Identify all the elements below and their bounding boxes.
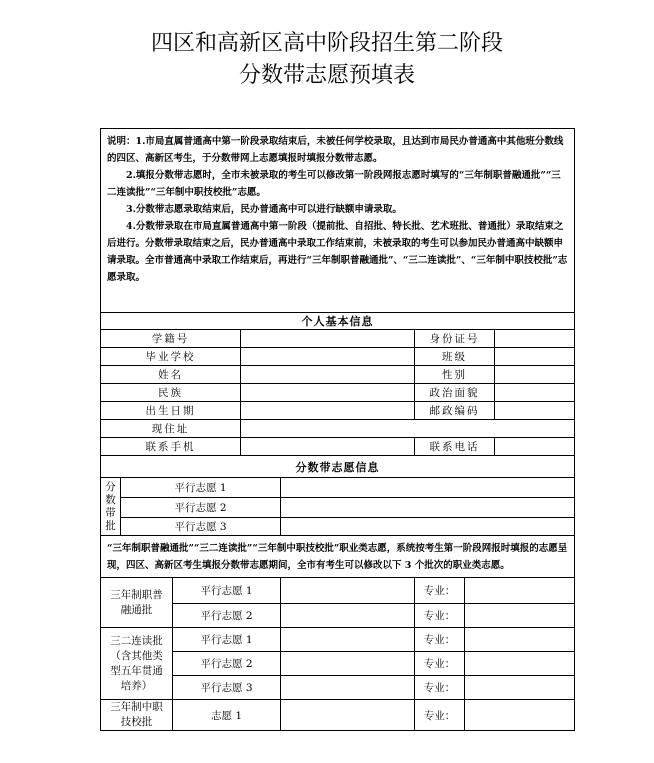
id-number-field[interactable] bbox=[495, 330, 575, 348]
gender-label: 性别 bbox=[415, 366, 495, 384]
batch1-choice-2-major-field[interactable] bbox=[465, 604, 575, 628]
batch1-choice-2-major-label: 专业： bbox=[415, 604, 465, 628]
name-label: 姓名 bbox=[101, 366, 241, 384]
student-id-field[interactable] bbox=[241, 330, 415, 348]
batch2-choice-3-label: 平行志愿 3 bbox=[173, 676, 281, 700]
score-band-header: 分数带志愿信息 bbox=[101, 456, 575, 478]
batch-three-two-label: 三二连读批 （含其他类 型五年贯通 培养） bbox=[101, 628, 173, 700]
score-band-side-label: 分 数 带 批 bbox=[101, 478, 121, 536]
batch-vocational-general-label: 三年制职普 融通批 bbox=[101, 578, 173, 628]
batch2-choice-3-field[interactable] bbox=[281, 676, 415, 700]
batch3-choice-1-major-field[interactable] bbox=[465, 700, 575, 731]
batch1-choice-1-field[interactable] bbox=[281, 578, 415, 604]
batch2-choice-2-major-label: 专业： bbox=[415, 652, 465, 676]
score-band-choice-3-label: 平行志愿 3 bbox=[121, 518, 281, 536]
batch2-choice-2-label: 平行志愿 2 bbox=[173, 652, 281, 676]
gender-field[interactable] bbox=[495, 366, 575, 384]
batch2-choice-1-label: 平行志愿 1 bbox=[173, 628, 281, 652]
batch-vocational-school-label: 三年制中职 技校批 bbox=[101, 700, 173, 731]
phone-label: 联系手机 bbox=[101, 438, 241, 456]
instructions-box bbox=[101, 129, 575, 313]
student-id-label: 学籍号 bbox=[101, 330, 241, 348]
vocational-note: “三年制职普融通批”“三二连读批”“三年制中职技校批”职业类志愿，系统按考生第一阶段网报时填报的志愿呈现，四区、高新区考生填报分数带志愿期间，全市有考生可以修改以下 3 个批次的职业类志愿。 bbox=[101, 536, 575, 578]
address-field[interactable] bbox=[241, 420, 575, 438]
batch1-choice-1-major-label: 专业： bbox=[415, 578, 465, 604]
score-band-choice-3-field[interactable] bbox=[281, 518, 575, 536]
birth-date-field[interactable] bbox=[241, 402, 415, 420]
postal-code-field[interactable] bbox=[495, 402, 575, 420]
birth-date-label: 出生日期 bbox=[101, 402, 241, 420]
school-field[interactable] bbox=[241, 348, 415, 366]
application-form-table bbox=[100, 128, 575, 731]
school-label: 毕业学校 bbox=[101, 348, 241, 366]
title-line-2: 分数带志愿预填表 bbox=[238, 63, 415, 88]
form-title bbox=[0, 28, 654, 92]
batch3-choice-1-label: 志愿 1 bbox=[173, 700, 281, 731]
title-line-1: 四区和高新区高中阶段招生第二阶段 bbox=[150, 31, 503, 56]
batch1-choice-2-field[interactable] bbox=[281, 604, 415, 628]
score-band-choice-1-label: 平行志愿 1 bbox=[121, 478, 281, 498]
political-status-field[interactable] bbox=[495, 384, 575, 402]
batch2-choice-2-major-field[interactable] bbox=[465, 652, 575, 676]
batch1-choice-2-label: 平行志愿 2 bbox=[173, 604, 281, 628]
phone-field[interactable] bbox=[241, 438, 415, 456]
batch2-choice-1-major-field[interactable] bbox=[465, 628, 575, 652]
political-status-label: 政治面貌 bbox=[415, 384, 495, 402]
ethnicity-label: 民族 bbox=[101, 384, 241, 402]
contact-phone-label: 联系电话 bbox=[415, 438, 495, 456]
batch2-choice-1-field[interactable] bbox=[281, 628, 415, 652]
score-band-choice-2-label: 平行志愿 2 bbox=[121, 498, 281, 518]
contact-phone-field[interactable] bbox=[495, 438, 575, 456]
batch2-choice-1-major-label: 专业： bbox=[415, 628, 465, 652]
batch2-choice-2-field[interactable] bbox=[281, 652, 415, 676]
id-number-label: 身份证号 bbox=[415, 330, 495, 348]
batch2-choice-3-major-label: 专业： bbox=[415, 676, 465, 700]
name-field[interactable] bbox=[241, 366, 415, 384]
score-band-choice-2-field[interactable] bbox=[281, 498, 575, 518]
batch3-choice-1-field[interactable] bbox=[281, 700, 415, 731]
address-label: 现住址 bbox=[101, 420, 241, 438]
batch3-choice-1-major-label: 专业： bbox=[415, 700, 465, 731]
instruction-3: 3.分数带志愿录取结束后，民办普通高中可以进行缺额申请录取。 bbox=[126, 204, 402, 215]
batch2-choice-3-major-field[interactable] bbox=[465, 676, 575, 700]
personal-info-header: 个人基本信息 bbox=[101, 313, 575, 330]
class-label: 班级 bbox=[415, 348, 495, 366]
score-band-choice-1-field[interactable] bbox=[281, 478, 575, 498]
instruction-4: 4.分数带录取在市局直属普通高中第一阶段（提前批、自招批、特长批、艺术班批、普通批）录取结束之后进行。分数带录取结束之后，民办普通高中录取工作结束前，未被录取的考生可以参加民办普通高中缺额申请录取。全市普通高中录取工作结束后，再进行“三年制职普融通批”、“三二连读批”、“三年制中职技校批”志愿录取。 bbox=[107, 221, 568, 283]
instruction-2: 2.填报分数带志愿时，全市未被录取的考生可以修改第一阶段网报志愿时填写的“三年制职普融通批”“三二连读批”“三年制中职技校批”志愿。 bbox=[107, 170, 561, 198]
class-field[interactable] bbox=[495, 348, 575, 366]
batch1-choice-1-label: 平行志愿 1 bbox=[173, 578, 281, 604]
postal-code-label: 邮政编码 bbox=[415, 402, 495, 420]
ethnicity-field[interactable] bbox=[241, 384, 415, 402]
batch1-choice-1-major-field[interactable] bbox=[465, 578, 575, 604]
instruction-1: 说明：1.市局直属普通高中第一阶段录取结束后，未被任何学校录取，且达到市局民办普通高中其他班分数线的四区、高新区考生，于分数带网上志愿填报时填报分数带志愿。 bbox=[107, 136, 564, 164]
